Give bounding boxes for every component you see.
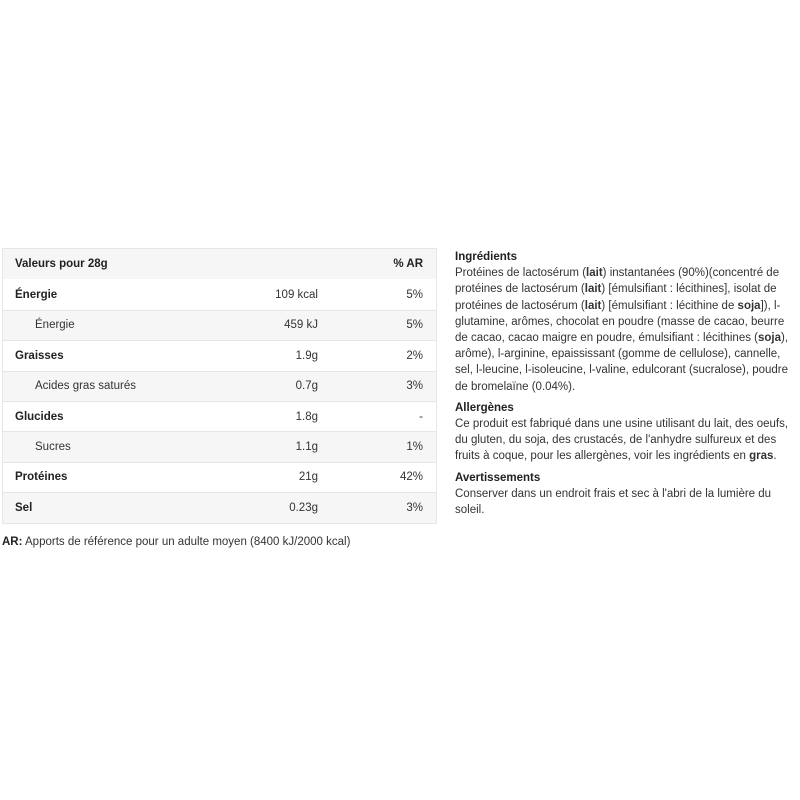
allergens-title: Allergènes bbox=[455, 401, 514, 414]
nutrition-row bbox=[3, 279, 436, 309]
text-segment: Protéines de lactosérum ( bbox=[455, 267, 587, 280]
product-info bbox=[455, 249, 795, 523]
nutrient-name: Sucres bbox=[35, 441, 71, 454]
allergen-highlight: gras bbox=[749, 450, 774, 463]
allergen-highlight: lait bbox=[584, 299, 602, 312]
warnings-text: Conserver dans un endroit frais et sec à l'abri de la lumière du soleil. bbox=[455, 487, 772, 517]
nutrient-ar: 5% bbox=[406, 319, 423, 332]
nutrition-row bbox=[3, 371, 436, 401]
nutrient-ar: 42% bbox=[399, 471, 423, 484]
text-segment: ) [émulsifiant : lécithine de bbox=[601, 299, 738, 312]
nutrition-row bbox=[3, 492, 436, 522]
text-segment: ) instantanées (90%)(concentré de protéines de lactosérum ( bbox=[455, 267, 780, 296]
nutrient-name: Glucides bbox=[15, 410, 64, 423]
footnote-text: Apports de référence pour un adulte moyen (8400 kJ/2000 kcal) bbox=[22, 536, 351, 548]
nutrition-row bbox=[3, 401, 436, 431]
nutrient-value: 459 kJ bbox=[284, 319, 318, 332]
warnings-title: Avertissements bbox=[455, 471, 541, 484]
nutrient-name: Graisses bbox=[15, 349, 64, 362]
nutrition-row bbox=[3, 340, 436, 370]
nutrient-value: 0.7g bbox=[295, 380, 318, 393]
nutrition-row bbox=[3, 462, 436, 492]
text-segment: . bbox=[773, 450, 777, 463]
nutrition-row bbox=[3, 310, 436, 340]
allergen-highlight: soja bbox=[758, 332, 782, 345]
nutrient-value: 0.23g bbox=[289, 501, 318, 514]
nutrient-ar: - bbox=[419, 410, 423, 423]
nutrient-ar: 2% bbox=[406, 349, 423, 362]
nutrition-row bbox=[3, 431, 436, 461]
nutrient-value: 1.8g bbox=[295, 410, 318, 423]
footnote-label: AR: bbox=[2, 536, 23, 548]
nutrient-ar: 1% bbox=[406, 441, 423, 454]
ar-header: % AR bbox=[393, 258, 423, 271]
nutrition-table bbox=[2, 248, 437, 524]
nutrient-name: Énergie bbox=[15, 288, 58, 301]
serving-label: Valeurs pour 28g bbox=[15, 258, 108, 271]
nutrition-header-row bbox=[3, 249, 436, 279]
text-segment: Ce produit est fabriqué dans une usine utilisant du lait, des oeufs, du gluten, du soja, des crustacés, de l'anhydre sulfureux et des fruits à coque, pour les allergènes, voir les ingrédients en bbox=[455, 418, 789, 463]
allergen-highlight: soja bbox=[737, 299, 761, 312]
nutrient-name: Sel bbox=[15, 501, 33, 514]
nutrient-name: Protéines bbox=[15, 471, 68, 484]
nutrient-value: 1.1g bbox=[295, 441, 318, 454]
nutrient-value: 21g bbox=[298, 471, 318, 484]
nutrient-value: 109 kcal bbox=[275, 288, 318, 301]
text-segment: ), arôme), l-arginine, epaississant (gomme de cellulose), cannelle, sel, l-leucine, l-isoleucine, l-valine, edulcorant (sucralose), poudre de bromelaïne (0.04%). bbox=[455, 332, 789, 393]
text-segment: ]), l-glutamine, arômes, chocolat en poudre (masse de cacao, beurre de cacao, cacao maigre en poudre, émulsifiant : lécithines ( bbox=[455, 299, 785, 345]
allergen-highlight: lait bbox=[586, 267, 603, 280]
nutrient-ar: 3% bbox=[406, 380, 423, 393]
text-segment: ) [émulsifiant : lécithines], isolat de protéines de lactosérum ( bbox=[455, 283, 777, 312]
footnote bbox=[2, 536, 350, 548]
nutrient-name: Énergie bbox=[35, 319, 75, 332]
nutrient-ar: 5% bbox=[406, 288, 423, 301]
nutrient-value: 1.9g bbox=[295, 349, 318, 362]
nutrient-name: Acides gras saturés bbox=[35, 380, 136, 393]
nutrition-rows bbox=[3, 279, 436, 522]
nutrient-ar: 3% bbox=[406, 501, 423, 514]
ingredients-text bbox=[455, 265, 795, 395]
allergens-text bbox=[455, 416, 795, 465]
allergen-highlight: lait bbox=[584, 283, 602, 296]
ingredients-title: Ingrédients bbox=[455, 251, 517, 263]
